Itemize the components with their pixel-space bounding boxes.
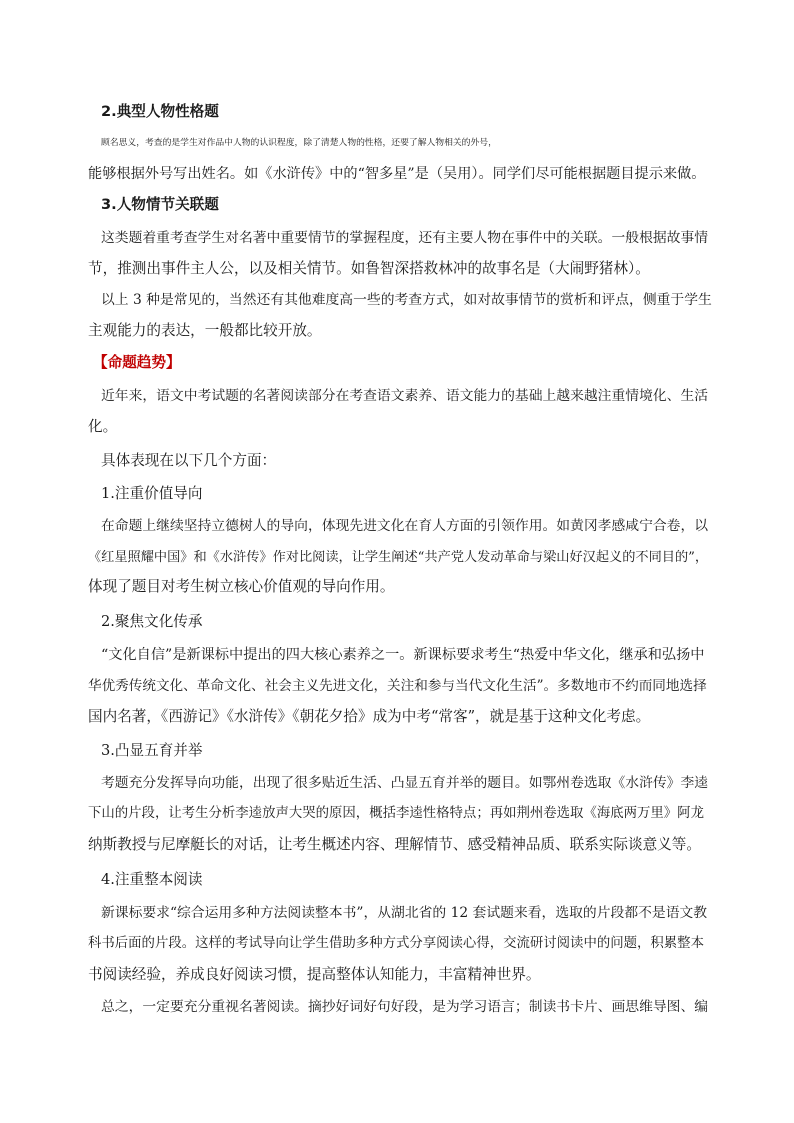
subheading-cultural-heritage: 2.聚焦文化传承 bbox=[101, 613, 203, 630]
paragraph-line: “文化自信”是新课标中提出的四大核心素养之一。新课标要求考生“热爱中华文化，继承和弘扬中 bbox=[101, 647, 705, 663]
paragraph-line: 体现了题目对考生树立核心价值观的导向作用。 bbox=[88, 578, 395, 595]
paragraph-line: 节，推测出事件主人公，以及相关情节。如鲁智深搭救林冲的故事名是（大闹野猪林）。 bbox=[88, 260, 650, 277]
paragraph-line: 化。 bbox=[88, 418, 118, 435]
paragraph-line: 华优秀传统文化、革命文化、社会主义先进文化，关注和参与当代文化生活”。多数地市不约而同地选择 bbox=[88, 678, 707, 694]
subheading-five-education: 3.凸显五育并举 bbox=[101, 742, 203, 759]
paragraph-line: 下山的片段，让考生分析李逵放声大哭的原因，概括李逵性格特点；再如荆州卷选取《海底两万里》阿龙 bbox=[88, 806, 704, 821]
paragraph-line: 书阅读经验，养成良好阅读习惯，提高整体认知能力，丰富精神世界。 bbox=[88, 966, 541, 983]
heading-plot-association: 3.人物情节关联题 bbox=[101, 196, 219, 213]
paragraph-line: 在命题上继续坚持立德树人的导向，体现先进文化在育人方面的引领作用。如黄冈孝感咸宁合卷，以 bbox=[101, 518, 709, 534]
paragraph-line: 主观能力的表达，一般都比较开放。 bbox=[88, 322, 322, 339]
paragraph-line: 总之，一定要充分重视名著阅读。摘抄好词好句好段，是为学习语言；制读书卡片、画思维导图、编 bbox=[101, 999, 709, 1015]
subheading-value-orientation: 1.注重价值导向 bbox=[101, 485, 203, 502]
paragraph-line: 这类题着重考查学生对名著中重要情节的掌握程度，还有主要人物在事件中的关联。一般根据故事情 bbox=[101, 230, 709, 246]
paragraph-line: 近年来，语文中考试题的名著阅读部分在考查语文素养、语文能力的基础上越来越注重情境化、生活 bbox=[101, 388, 709, 404]
paragraph-line: 顾名思义，考查的是学生对作品中人物的认识程度，除了清楚人物的性格，还要了解人物相关的外号， bbox=[101, 138, 497, 148]
paragraph-line: 国内名著，《西游记》《水浒传》《朝花夕拾》成为中考“常客”，就是基于这种文化考虑。 bbox=[88, 708, 651, 725]
paragraph-line: 纳斯教授与尼摩艇长的对话，让考生概述内容、理解情节、感受精神品质、联系实际谈意义等。 bbox=[88, 836, 701, 853]
subheading-whole-book: 4.注重整本阅读 bbox=[101, 871, 203, 888]
paragraph-line: 考题充分发挥导向功能，出现了很多贴近生活、凸显五育并举的题目。如鄂州卷选取《水浒传》李逵 bbox=[101, 775, 709, 791]
paragraph-line: 能够根据外号写出姓名。如《水浒传》中的“智多星”是（吴用）。同学们尽可能根据题目提示来做。 bbox=[88, 166, 706, 182]
paragraph-line: 《红星照耀中国》和《水浒传》作对比阅读，让学生阐述“共产党人发动革命与梁山好汉起义的不同目的”， bbox=[88, 550, 709, 565]
heading-typical-character: 2.典型人物性格题 bbox=[101, 103, 219, 120]
paragraph-line: 科书后面的片段。这样的考试导向让学生借助多种方式分享阅读心得，交流研讨阅读中的问题，积累整本 bbox=[88, 936, 704, 951]
section-heading-trends: 【命题趋势】 bbox=[93, 354, 181, 371]
paragraph-line: 以上 3 种是常见的，当然还有其他难度高一些的考查方式，如对故事情节的赏析和评点，侧重于学生 bbox=[101, 292, 712, 308]
paragraph-line: 新课标要求“综合运用多种方法阅读整本书”，从湖北省的 12 套试题来看，选取的片段都不是语文教 bbox=[101, 905, 708, 921]
paragraph-line: 具体表现在以下几个方面： bbox=[101, 452, 277, 469]
